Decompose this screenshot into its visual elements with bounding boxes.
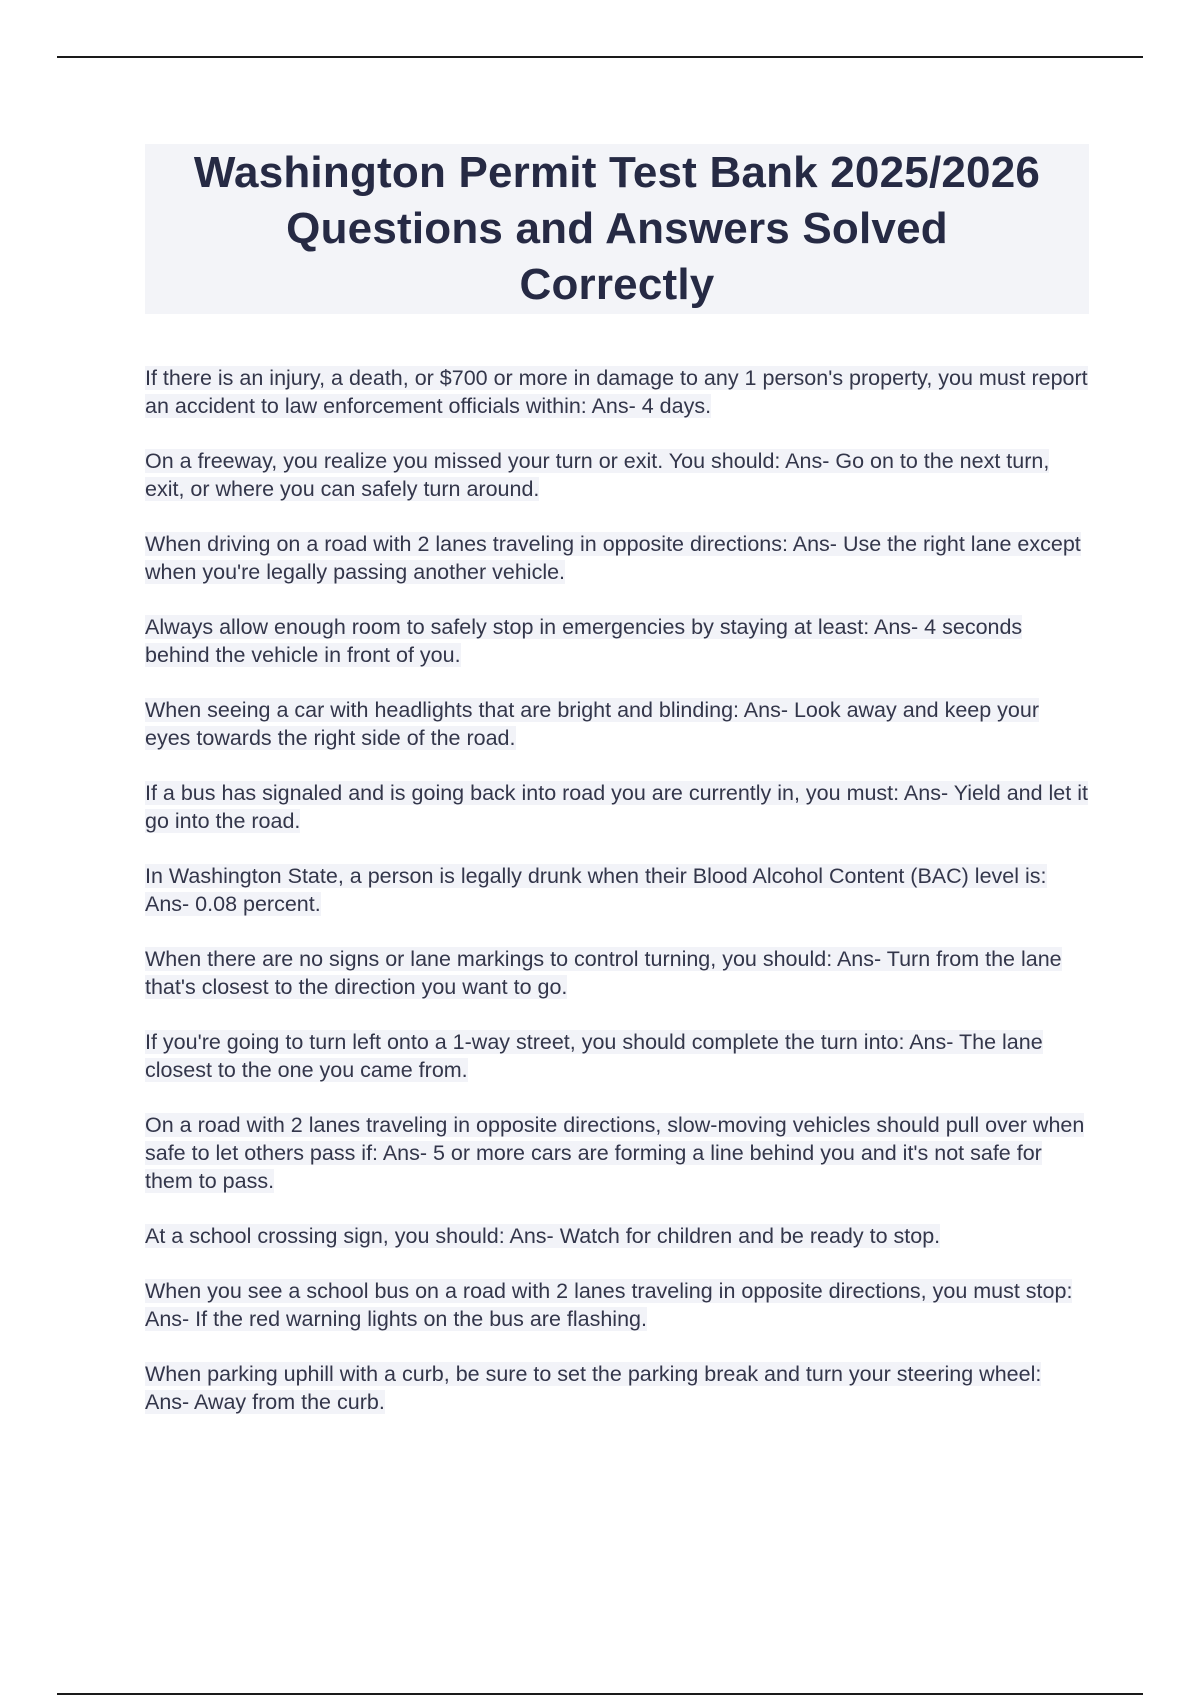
qa-item (145, 530, 1090, 586)
title-block (145, 144, 1089, 314)
qa-text: On a road with 2 lanes traveling in opposite directions, slow-moving vehicles should pull over when safe to let others pass if: Ans- 5 or more cars are forming a line behind you and it's not safe for them to pass. (145, 1113, 1085, 1193)
qa-list (145, 364, 1090, 1443)
qa-item (145, 945, 1090, 1001)
qa-text: If a bus has signaled and is going back into road you are currently in, you must: Ans- Yield and let it go into the road. (145, 781, 1088, 833)
qa-item (145, 1277, 1090, 1333)
qa-text: If there is an injury, a death, or $700 or more in damage to any 1 person's property, you must report an accident to law enforcement officials within: Ans- 4 days. (145, 366, 1088, 418)
qa-item (145, 447, 1090, 503)
qa-text: When you see a school bus on a road with 2 lanes traveling in opposite directions, you must stop: Ans- If the red warning lights on the bus are flashing. (145, 1279, 1073, 1331)
qa-text: When seeing a car with headlights that are bright and blinding: Ans- Look away and keep your eyes towards the right side of the road. (145, 698, 1040, 750)
title-line-1: Washington Permit Test Bank 2025/2026 (193, 148, 1041, 197)
qa-text: In Washington State, a person is legally drunk when their Blood Alcohol Content (BAC) level is: Ans- 0.08 percent. (145, 864, 1047, 916)
qa-text: When there are no signs or lane markings to control turning, you should: Ans- Turn from the lane that's closest to the direction you want to go. (145, 947, 1062, 999)
qa-item (145, 1028, 1090, 1084)
qa-text: On a freeway, you realize you missed your turn or exit. You should: Ans- Go on to the next turn, exit, or where you can safely turn around. (145, 449, 1050, 501)
qa-item (145, 613, 1090, 669)
title-line-3: Correctly (519, 260, 715, 309)
qa-text: If you're going to turn left onto a 1-way street, you should complete the turn into: Ans- The lane closest to the one you came from. (145, 1030, 1043, 1082)
document-title (194, 145, 1040, 313)
qa-item (145, 696, 1090, 752)
qa-text: When driving on a road with 2 lanes traveling in opposite directions: Ans- Use the right lane except when you're legally passing another vehicle. (145, 532, 1081, 584)
qa-text: When parking uphill with a curb, be sure to set the parking break and turn your steering wheel: Ans- Away from the curb. (145, 1362, 1042, 1414)
qa-item (145, 1360, 1090, 1416)
qa-item (145, 862, 1090, 918)
qa-item (145, 1222, 1090, 1250)
top-rule (57, 56, 1143, 58)
qa-item (145, 364, 1090, 420)
qa-item (145, 1111, 1090, 1195)
qa-text: At a school crossing sign, you should: Ans- Watch for children and be ready to stop. (145, 1224, 941, 1248)
bottom-rule (57, 1693, 1143, 1695)
qa-text: Always allow enough room to safely stop in emergencies by staying at least: Ans- 4 seconds behind the vehicle in front of you. (145, 615, 1023, 667)
qa-item (145, 779, 1090, 835)
title-line-2: Questions and Answers Solved (286, 204, 948, 253)
